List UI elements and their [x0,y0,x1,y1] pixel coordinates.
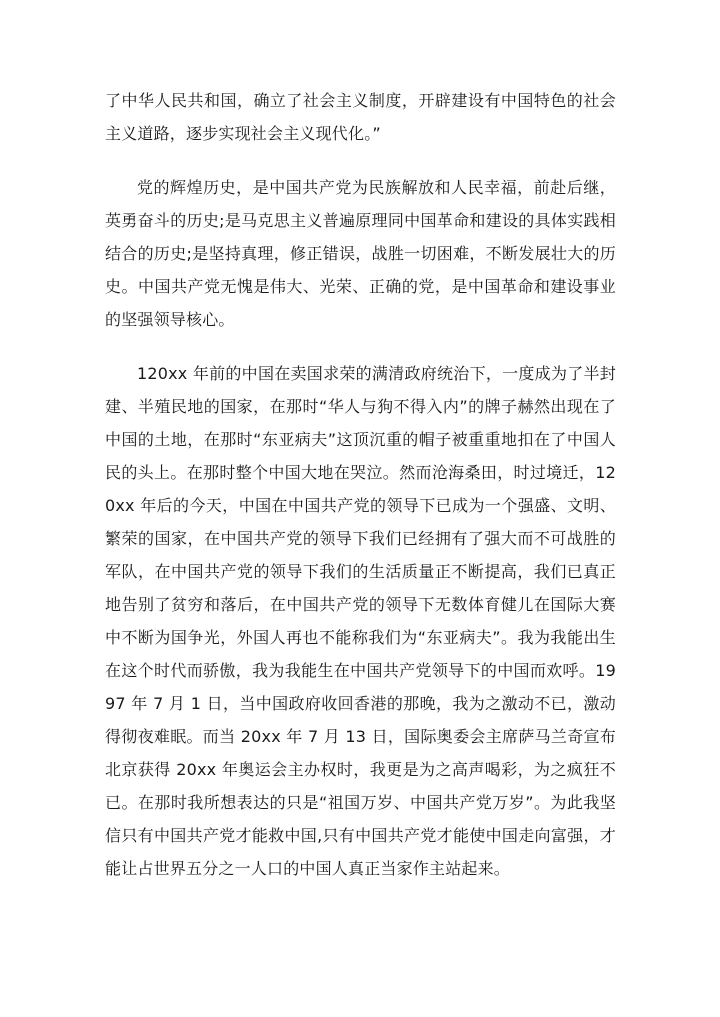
paragraph-1: 了中华人民共和国，确立了社会主义制度，开辟建设有中国特色的社会主义道路，逐步实现社会主义现代化。” [105,91,616,143]
paragraph-3: 120xx 年前的中国在卖国求荣的满清政府统治下，一度成为了半封建、半殖民地的国家，在那时“华人与狗不得入内”的牌子赫然出现在了中国的土地，在那时“东亚病夫”这顶沉重的帽子被重重地扣在了中国人民的头上。在那时整个中国大地在哭泣。然而沧海桑田，时过境迁，120xx 年后的今天，中国在中国共产党的领导下已成为一个强盛、文明、繁荣的国家，在中国共产党的领导下我们已经拥有了强大而不可战胜的军队，在中国共产党的领导下我们的生活质量正不断提高，我们已真正地告别了贫穷和落后，在中国共产党的领导下无数体育健儿在国际大赛中不断为国争光，外国人再也不能称我们为“东亚病夫”。我为我能出生在这个时代而骄傲，我为我能生在中国共产党领导下的中国而欢呼。1997 年 7 月 1 日，当中国政府收回香港的那晚，我为之激动不已，激动得彻夜难眠。而当 20xx 年 7 月 13 日，国际奥委会主席萨马兰奇宣布北京获得 20xx 年奥运会主办权时，我更是为之高声喝彩，为之疯狂不已。在那时我所想表达的只是“祖国万岁、中国共产党万岁”。为此我坚信只有中国共产党才能救中国,只有中国共产党才能使中国走向富强，才能让占世界五分之一人口的中国人真正当家作主站起来。 [105,364,616,878]
paragraph-2: 党的辉煌历史，是中国共产党为民族解放和人民幸福，前赴后继，英勇奋斗的历史;是马克思主义普遍原理同中国革命和建设的具体实践相结合的历史;是坚持真理，修正错误，战胜一切困难，不断发展壮大的历史。中国共产党无愧是伟大、光荣、正确的党，是中国革命和建设事业的坚强领导核心。 [105,178,616,329]
